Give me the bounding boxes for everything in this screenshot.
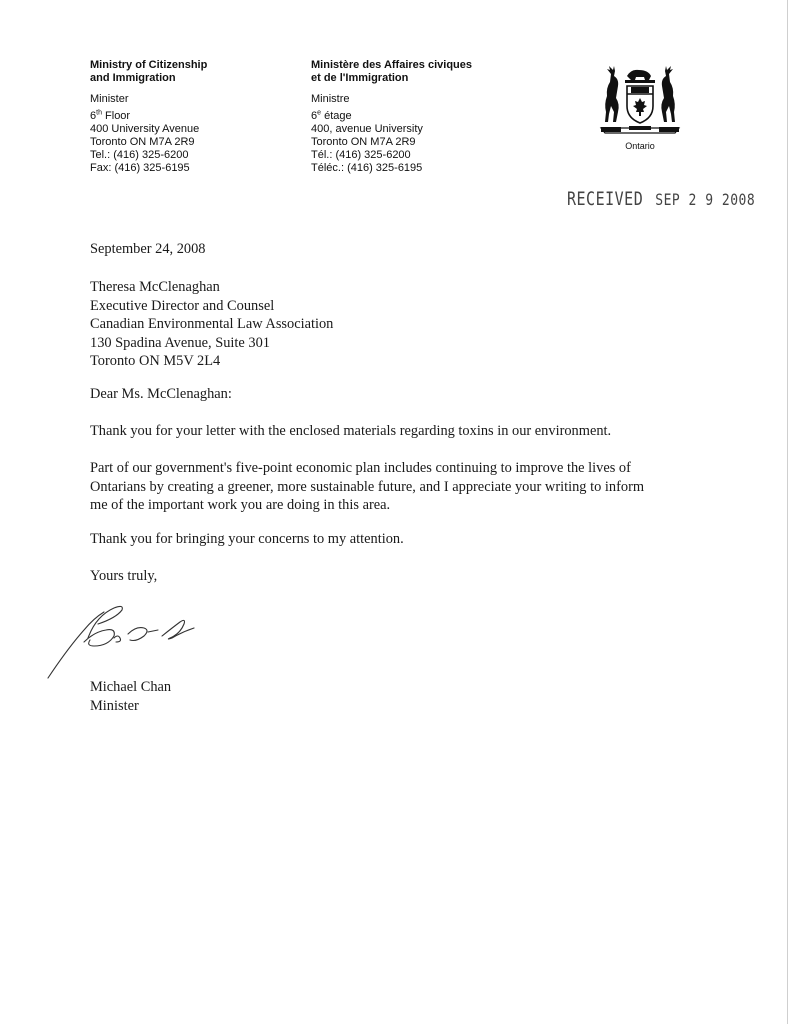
recipient-address [90,278,333,371]
paragraph-1: Thank you for your letter with the enclosed materials regarding toxins in our environment. [90,423,612,439]
handwritten-signature [44,598,244,682]
city-en: Toronto ON M7A 2R9 [90,136,195,148]
signer-name: Michael Chan [90,679,172,695]
department-name-en: Ministry of Citizenship and Immigration [90,59,208,84]
address-fr [311,110,472,175]
department-name-fr: Ministère des Affaires civiques et de l'Immigration [311,59,472,84]
floor-en: 6th Floor [90,109,131,122]
fax-en: Fax: (416) 325-6195 [90,162,190,174]
recipient-street: 130 Spadina Avenue, Suite 301 [90,334,270,351]
received-stamp [567,186,755,210]
ontario-coat-of-arms-icon [591,64,689,142]
salutation: Dear Ms. McClenaghan: [90,386,232,402]
closing: Yours truly, [90,568,158,584]
letter-date: September 24, 2008 [90,241,206,257]
recipient-organization: Canadian Environmental Law Association [90,316,334,332]
stamp-label: RECEIVED [567,187,644,210]
fax-fr: Téléc.: (416) 325-6195 [311,162,423,174]
street-fr: 400, avenue University [311,123,423,135]
address-en [90,110,207,175]
tel-en: Tel.: (416) 325-6200 [90,149,189,161]
page-edge-rule [787,0,788,1024]
recipient-city: Toronto ON M5V 2L4 [90,353,221,369]
signer-block [90,678,171,715]
crest-label: Ontario [625,141,655,151]
recipient-name: Theresa McClenaghan [90,279,220,295]
city-fr: Toronto ON M7A 2R9 [311,136,416,148]
recipient-title: Executive Director and Counsel [90,297,275,314]
paragraph-2: Part of our government's five-point economic plan includes continuing to improve the lives of Ontarians by creating a greener, more sustainable future, and I appreciate your writing to inform me of the important work you are doing in this area. [90,460,645,513]
role-en: Minister [90,93,129,105]
letterhead-english [90,59,207,175]
signer-title: Minister [90,697,139,714]
letterhead-french [311,59,472,175]
tel-fr: Tél.: (416) 325-6200 [311,149,411,161]
role-fr: Ministre [311,93,350,105]
street-en: 400 University Avenue [90,123,200,135]
stamp-date: SEP 2 9 2008 [655,191,756,210]
paragraph-3: Thank you for bringing your concerns to my attention. [90,531,404,547]
floor-fr: 6e étage [311,109,352,122]
